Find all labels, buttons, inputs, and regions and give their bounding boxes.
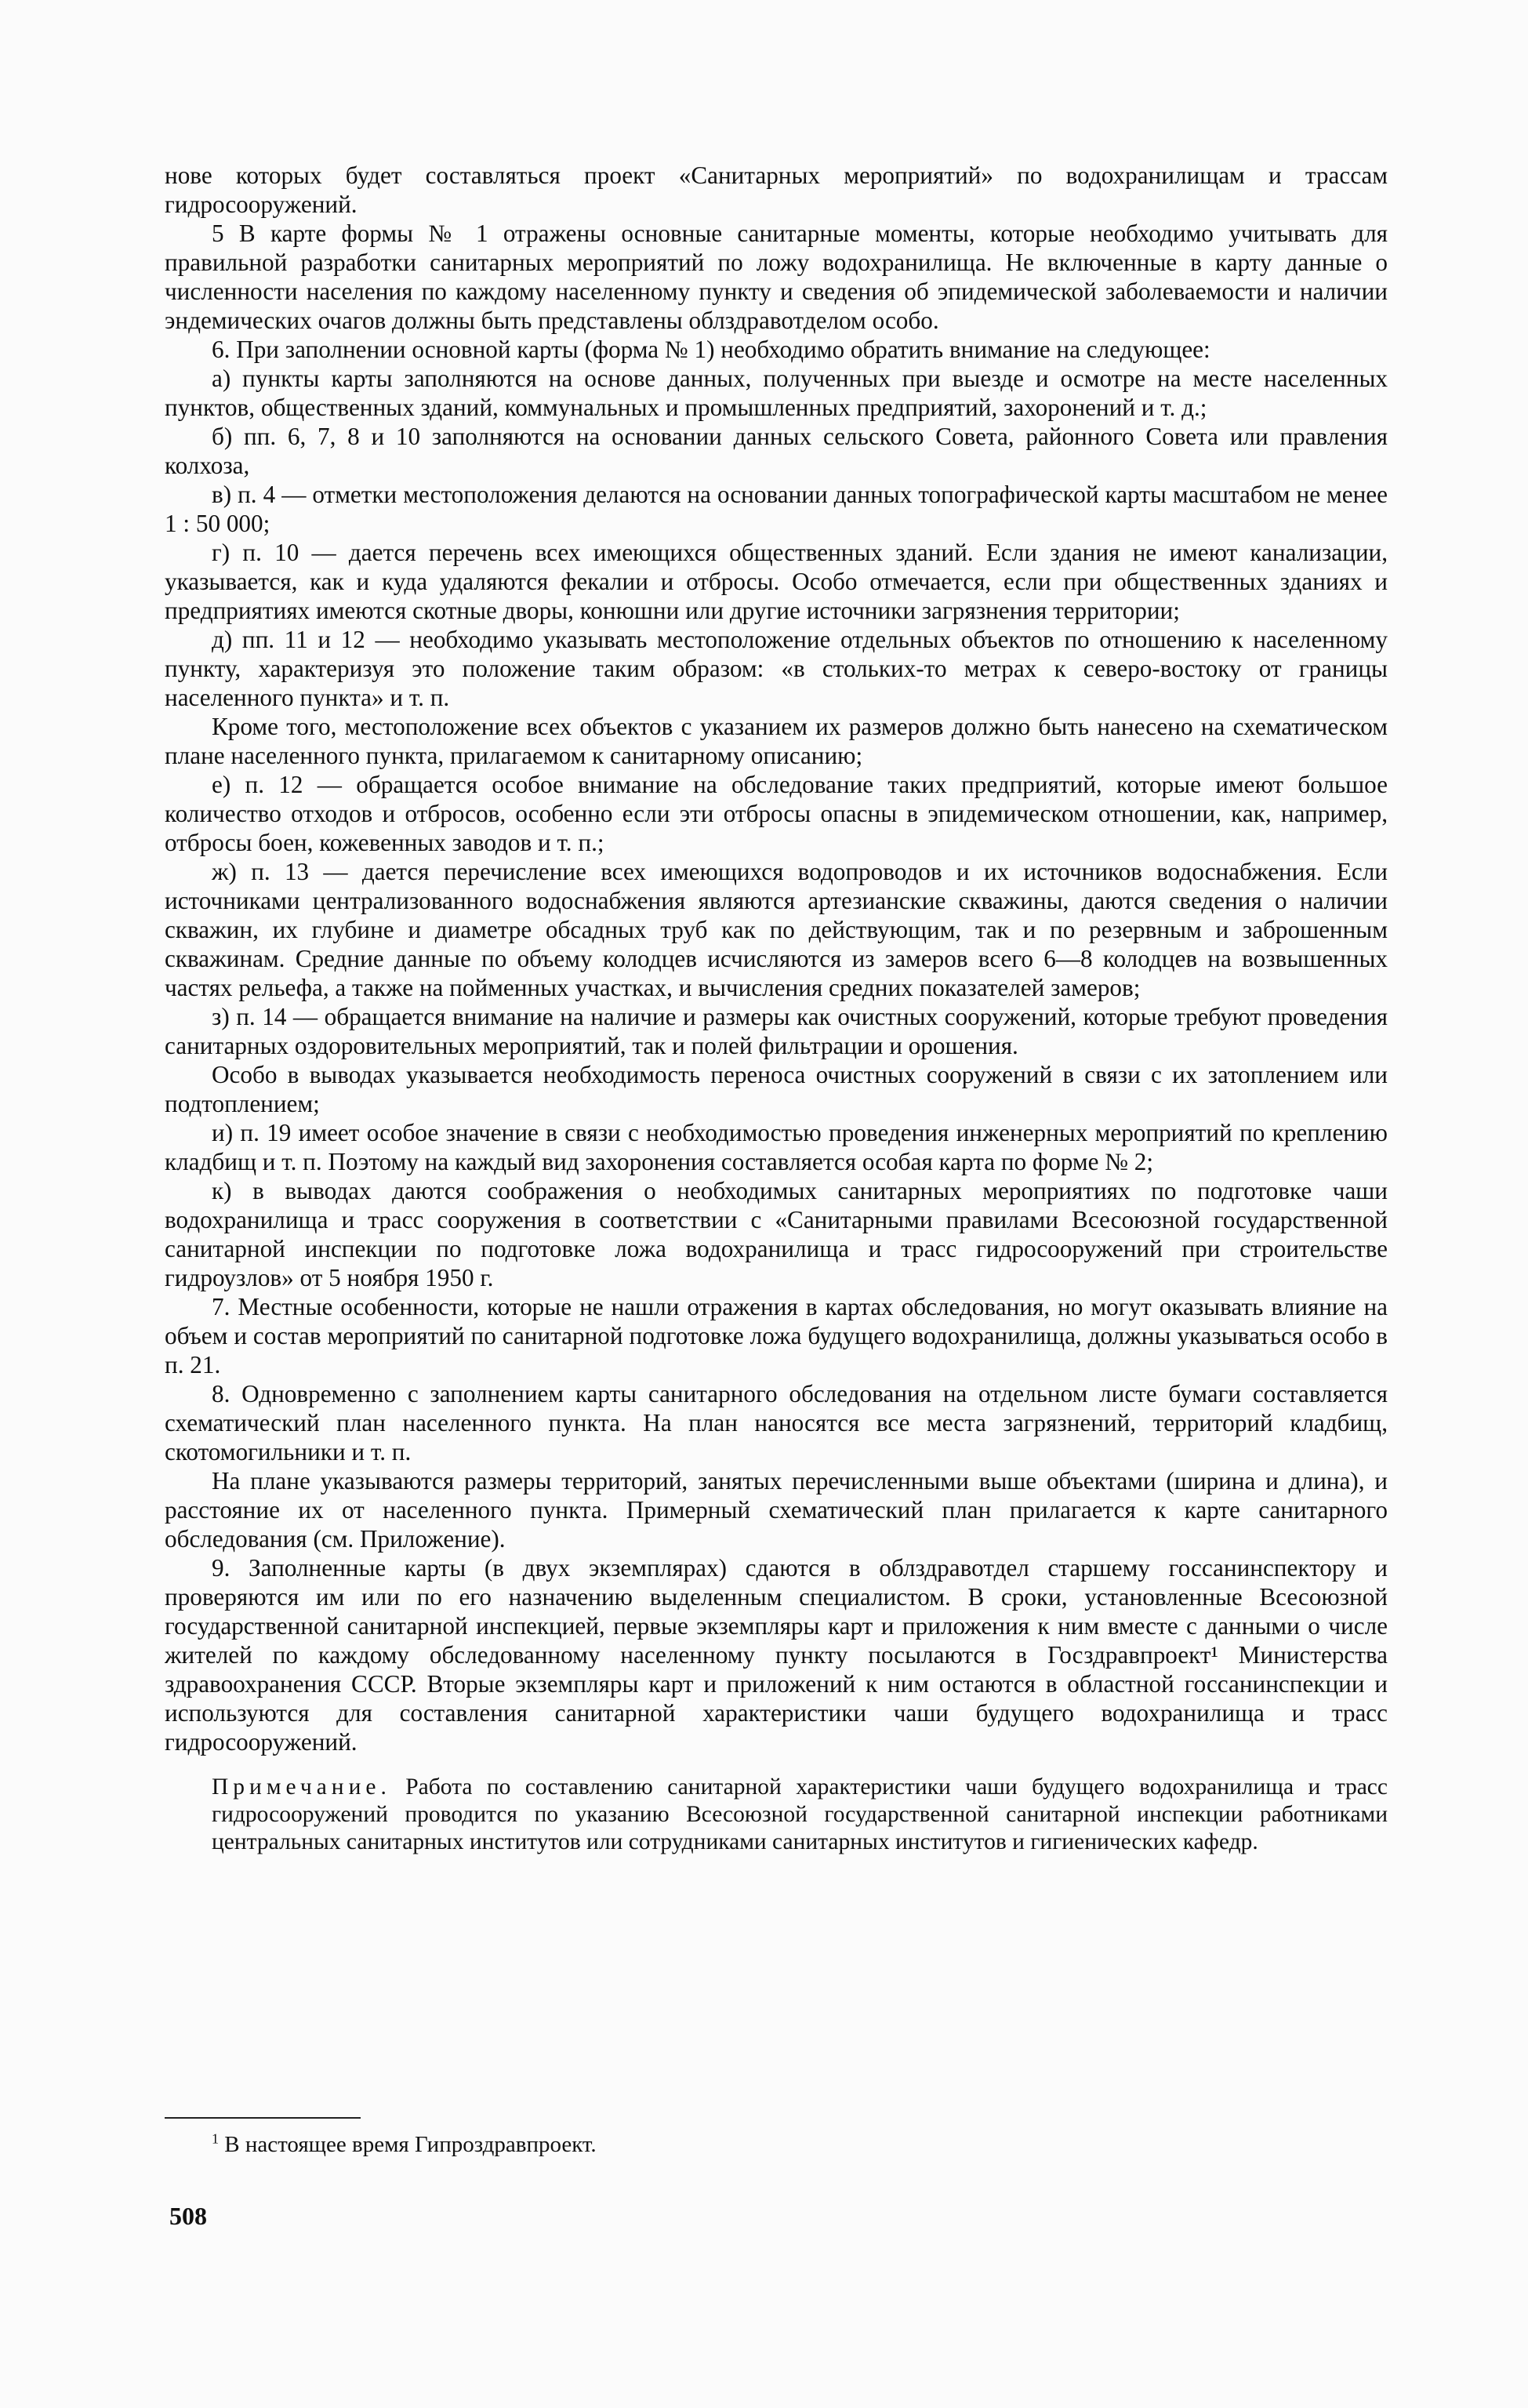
paragraph: и) п. 19 имеет особое значение в связи с необходимостью проведения инженерных мероприятий по креплению кладбищ и т. п. Поэтому на каждый вид захоронения составляется особая карта по форме № 2; — [165, 1119, 1388, 1175]
paragraph: 6. При заполнении основной карты (форма № 1) необходимо обратить внимание на следующее: — [212, 336, 1210, 363]
footnote-text: В настоящее время Гипроздравпроект. — [224, 2132, 597, 2157]
paragraph: На плане указываются размеры территорий, занятых перечисленными выше объектами (ширина и длина), и расстояние их от населенного пункта. Примерный схематический план прилагается к карте санитарного обследования (см. Приложение). — [165, 1467, 1388, 1553]
paragraph: д) пп. 11 и 12 — необходимо указывать местоположение отдельных объектов по отношению к населенному пункту, характеризуя это положение таким образом: «в стольких-то метрах к северо-востоку от границы населенного пункта» и т. п. — [165, 626, 1388, 711]
paragraph: Особо в выводах указывается необходимость переноса очистных сооружений в связи с их затоплением или подтоплением; — [165, 1061, 1388, 1117]
note-text: Работа по составлению санитарной характеристики чаши будущего водохранилища и трасс гидросооружений проводится по указанию Всесоюзной государственной санитарной инспекции работниками центральных санитарных институтов или сотрудниками санитарных институтов и гигиенических кафедр. — [212, 1774, 1388, 1854]
page-number: 508 — [169, 2202, 207, 2230]
paragraph: к) в выводах даются соображения о необходимых санитарных мероприятиях по подготовке чаши водохранилища и трасс сооружения в соответствии с «Санитарными правилами Всесоюзной государственной санитарной инспекции по подготовке ложа водохранилища и трасс гидросооружений при строительстве гидроузлов» от 5 ноября 1950 г. — [165, 1177, 1388, 1291]
paragraph: б) пп. 6, 7, 8 и 10 заполняются на основании данных сельского Совета, районного Совета или правления колхоза, — [165, 423, 1388, 479]
note-label: Примечание. — [212, 1774, 391, 1800]
paragraph: з) п. 14 — обращается внимание на наличие и размеры как очистных сооружений, которые требуют проведения санитарных оздоровительных мероприятий, так и полей фильтрации и орошения. — [165, 1003, 1388, 1059]
paragraph: 9. Заполненные карты (в двух экземплярах) сдаются в облздравотдел старшему госсанинспектору и проверяются им или по его назначению выделенным специалистом. В сроки, установленные Всесоюзной государственной санитарной инспекцией, первые экземпляры карт и приложения к ним вместе с данными о числе жителей по каждому обследованному населенному пункту посылаются в Госздравпроект¹ Министерства здравоохранения СССР. Вторые экземпляры карт и приложений к ним остаются в областной госсанинспекции и используются для составления санитарной характеристики чаши будущего водохранилища и трасс гидросооружений. — [165, 1554, 1388, 1756]
note — [165, 1774, 1388, 1856]
paragraph: е) п. 12 — обращается особое внимание на обследование таких предприятий, которые имеют большое количество отходов и отбросов, особенно если эти отбросы опасны в эпидемическом отношении, как, например, отбросы боен, кожевенных заводов и т. п.; — [165, 771, 1388, 856]
paragraph: нове которых будет составляться проект «Санитарных мероприятий» по водохранилищам и трассам гидросооружений. — [165, 162, 1388, 218]
paragraph: ж) п. 13 — дается перечисление всех имеющихся водопроводов и их источников водоснабжения. Если источниками централизованного водоснабжения являются артезианские скважины, даются сведения о наличии скважин, их глубине и диаметре обсадных труб как по действующим, так и по резервным и заброшенным скважинам. Средние данные по объему колодцев исчисляются из замеров всего 6—8 колодцев на возвышенных частях рельефа, а также на пойменных участках, и вычисления средних показателей замеров; — [165, 858, 1388, 1001]
footnote — [212, 2131, 597, 2158]
paragraph: 5 В карте формы № 1 отражены основные санитарные моменты, которые необходимо учитывать для правильной разработки санитарных мероприятий по ложу водохранилища. Не включенные в карту данные о численности населения по каждому населенному пункту и сведения об эпидемической заболеваемости и наличии эндемических очагов должны быть представлены облздравотделом особо. — [165, 220, 1388, 334]
paragraph: в) п. 4 — отметки местоположения делаются на основании данных топографической карты масштабом не менее 1 : 50 000; — [165, 481, 1388, 537]
paragraph: г) п. 10 — дается перечень всех имеющихся общественных зданий. Если здания не имеют канализации, указывается, как и куда удаляются фекалии и отбросы. Особо отмечается, если при общественных зданиях и предприятиях имеются скотные дворы, конюшни или другие источники загрязнения территории; — [165, 539, 1388, 624]
paragraph: Кроме того, местоположение всех объектов с указанием их размеров должно быть нанесено на схематическом плане населенного пункта, прилагаемом к санитарному описанию; — [165, 713, 1388, 769]
footnote-marker: 1 — [212, 2130, 219, 2147]
page-body — [165, 161, 1388, 1856]
paragraph: 7. Местные особенности, которые не нашли отражения в картах обследования, но могут оказывать влияние на объем и состав мероприятий по санитарной подготовке ложа будущего водохранилища, должны указываться особо в п. 21. — [165, 1293, 1388, 1378]
paragraph: а) пункты карты заполняются на основе данных, полученных при выезде и осмотре на месте населенных пунктов, общественных зданий, коммунальных и промышленных предприятий, захоронений и т. д.; — [165, 365, 1388, 421]
footnote-divider — [165, 2117, 361, 2119]
paragraph: 8. Одновременно с заполнением карты санитарного обследования на отдельном листе бумаги составляется схематический план населенного пункта. На план наносятся все места загрязнений, территорий кладбищ, скотомогильники и т. п. — [165, 1380, 1388, 1466]
